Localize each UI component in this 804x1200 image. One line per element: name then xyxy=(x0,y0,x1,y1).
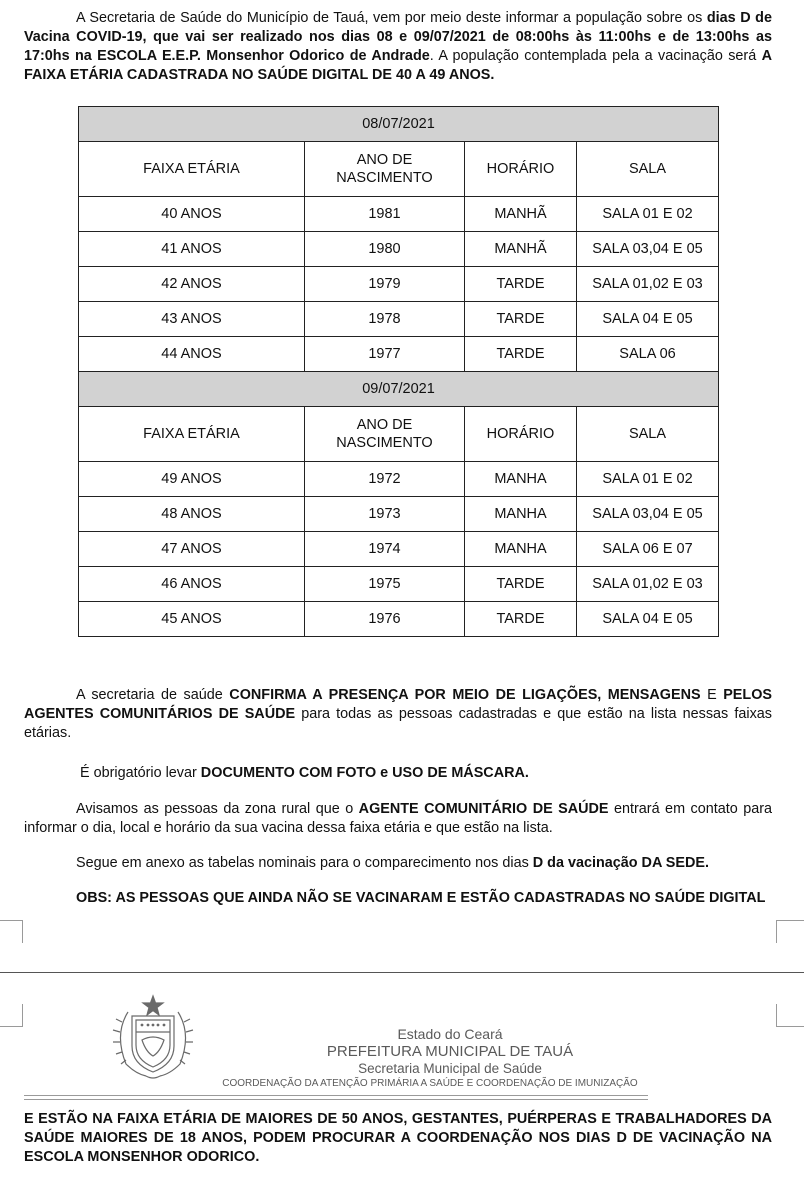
header-sala: SALA xyxy=(577,142,719,197)
continuation-paragraph: E ESTÃO NA FAIXA ETÁRIA DE MAIORES DE 50 ANOS, GESTANTES, PUÉRPERAS E TRABALHADORES DA SAÚDE MAIORES DE 18 ANOS, PODEM PROCURAR A COORDENAÇÃO NOS DIAS D DE VACINAÇÃO NA ESCOLA MONSENHOR ODORICO. xyxy=(24,1111,772,1165)
cell-horario: TARDE xyxy=(465,337,577,372)
vaccination-schedule-table xyxy=(78,106,719,637)
table-row xyxy=(79,197,719,232)
header-faixa: FAIXA ETÁRIA xyxy=(79,407,305,462)
table-row xyxy=(79,302,719,337)
cell-horario: MANHA xyxy=(465,497,577,532)
table-row xyxy=(79,462,719,497)
header-ano: ANO DE NASCIMENTO xyxy=(305,407,465,462)
corner-mark-bottom-right xyxy=(776,1004,804,1027)
footer-divider-1 xyxy=(24,1095,648,1096)
cell-faixa: 44 ANOS xyxy=(79,337,305,372)
header-faixa: FAIXA ETÁRIA xyxy=(79,142,305,197)
header-sala: SALA xyxy=(577,407,719,462)
cell-sala: SALA 01 E 02 xyxy=(577,197,719,232)
page-break-line xyxy=(0,972,804,973)
cell-sala: SALA 03,04 E 05 xyxy=(577,232,719,267)
table-row xyxy=(79,337,719,372)
cell-faixa: 48 ANOS xyxy=(79,497,305,532)
rural-paragraph: Avisamos as pessoas da zona rural que o AGENTE COMUNITÁRIO DE SAÚDE entrará em contato para informar o dia, local e horário da sua vacina dessa faixa etária e que estão na lista. xyxy=(24,801,772,836)
header-row-day1 xyxy=(79,142,719,197)
date-day1: 08/07/2021 xyxy=(79,107,719,142)
intro-paragraph: A Secretaria de Saúde do Município de Tauá, vem por meio deste informar a população sobre os dias D de Vacina COVID-19, que vai ser realizado nos dias 08 e 09/07/2021 de 08:00hs às 11:00hs e de 13:00hs as 17:0hs na ESCOLA E.E.P. Monsenhor Odorico de Andrade. A população contemplada pela a vacinação será A FAIXA ETÁRIA CADASTRADA NO SAÚDE DIGITAL DE 40 A 49 ANOS. xyxy=(24,10,772,83)
cell-ano: 1981 xyxy=(305,197,465,232)
obs-paragraph: OBS: AS PESSOAS QUE AINDA NÃO SE VACINARAM E ESTÃO CADASTRADAS NO SAÚDE DIGITAL xyxy=(76,890,766,906)
obrigatorio-paragraph: É obrigatório levar DOCUMENTO COM FOTO e USO DE MÁSCARA. xyxy=(80,765,529,781)
confirm-paragraph: A secretaria de saúde CONFIRMA A PRESENÇA POR MEIO DE LIGAÇÕES, MENSAGENS E PELOS AGENTES COMUNITÁRIOS DE SAÚDE para todas as pessoas cadastradas e que estão na lista nessas faixas etárias. xyxy=(24,687,772,741)
cell-ano: 1975 xyxy=(305,567,465,602)
cell-ano: 1978 xyxy=(305,302,465,337)
cell-faixa: 40 ANOS xyxy=(79,197,305,232)
date-day2: 09/07/2021 xyxy=(79,372,719,407)
table-row xyxy=(79,267,719,302)
footer-divider-2 xyxy=(24,1099,648,1100)
cell-horario: TARDE xyxy=(465,267,577,302)
cell-faixa: 43 ANOS xyxy=(79,302,305,337)
cell-sala: SALA 01,02 E 03 xyxy=(577,267,719,302)
cell-ano: 1972 xyxy=(305,462,465,497)
cell-faixa: 45 ANOS xyxy=(79,602,305,637)
footer-secretaria: Secretaria Municipal de Saúde xyxy=(358,1061,542,1076)
cell-faixa: 41 ANOS xyxy=(79,232,305,267)
cell-faixa: 42 ANOS xyxy=(79,267,305,302)
header-horario: HORÁRIO xyxy=(465,142,577,197)
footer-prefeitura: PREFEITURA MUNICIPAL DE TAUÁ xyxy=(326,1043,574,1060)
cell-horario: MANHA xyxy=(465,462,577,497)
cell-ano: 1977 xyxy=(305,337,465,372)
table-row xyxy=(79,532,719,567)
cell-horario: MANHÃ xyxy=(465,197,577,232)
cell-ano: 1979 xyxy=(305,267,465,302)
table-row xyxy=(79,602,719,637)
anexo-paragraph: Segue em anexo as tabelas nominais para o comparecimento nos dias D da vacinação DA SEDE. xyxy=(76,855,709,871)
cell-sala: SALA 01 E 02 xyxy=(577,462,719,497)
cell-horario: MANHA xyxy=(465,532,577,567)
cell-sala: SALA 04 E 05 xyxy=(577,302,719,337)
cell-ano: 1973 xyxy=(305,497,465,532)
cell-horario: TARDE xyxy=(465,602,577,637)
footer-coordenacao: COORDENAÇÃO DA ATENÇÃO PRIMÁRIA A SAÚDE E COORDENAÇÃO DE IMUNIZAÇÃO xyxy=(222,1078,638,1089)
header-ano: ANO DE NASCIMENTO xyxy=(305,142,465,197)
cell-ano: 1976 xyxy=(305,602,465,637)
cell-sala: SALA 06 E 07 xyxy=(577,532,719,567)
cell-sala: SALA 06 xyxy=(577,337,719,372)
header-row-day2 xyxy=(79,407,719,462)
cell-sala: SALA 03,04 E 05 xyxy=(577,497,719,532)
corner-mark-top-right xyxy=(776,920,804,943)
header-horario: HORÁRIO xyxy=(465,407,577,462)
date-row-day1 xyxy=(79,107,719,142)
cell-horario: TARDE xyxy=(465,302,577,337)
footer-estado: Estado do Ceará xyxy=(397,1026,503,1042)
cell-faixa: 49 ANOS xyxy=(79,462,305,497)
cell-ano: 1974 xyxy=(305,532,465,567)
table-row xyxy=(79,497,719,532)
cell-sala: SALA 04 E 05 xyxy=(577,602,719,637)
cell-faixa: 46 ANOS xyxy=(79,567,305,602)
table-row xyxy=(79,232,719,267)
cell-faixa: 47 ANOS xyxy=(79,532,305,567)
cell-ano: 1980 xyxy=(305,232,465,267)
corner-mark-bottom-left xyxy=(0,1004,23,1027)
cell-sala: SALA 01,02 E 03 xyxy=(577,567,719,602)
cell-horario: MANHÃ xyxy=(465,232,577,267)
table-row xyxy=(79,567,719,602)
corner-mark-top-left xyxy=(0,920,23,943)
date-row-day2 xyxy=(79,372,719,407)
cell-horario: TARDE xyxy=(465,567,577,602)
coat-of-arms-icon xyxy=(106,994,200,1080)
